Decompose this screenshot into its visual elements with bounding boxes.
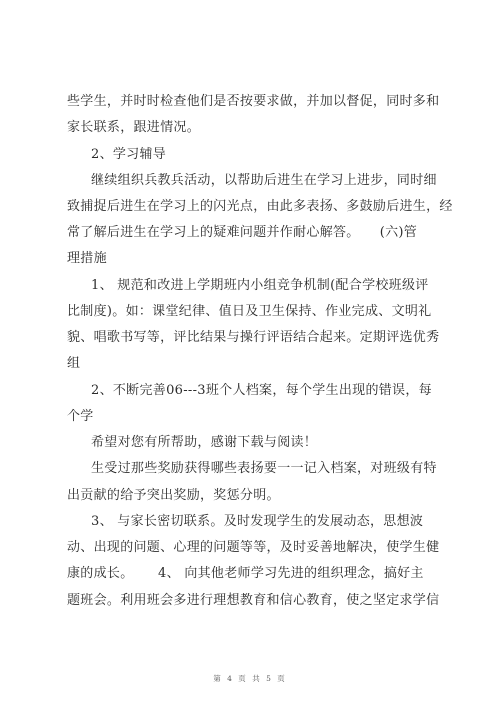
text-line: 理措施 (67, 251, 107, 266)
text-line: 组 (67, 356, 81, 371)
text-line: 希望对您有所帮助，感谢下载与阅读！ (91, 435, 318, 450)
text-line: 题班会。利用班会多进行理想教育和信心教育，使之坚定求学信 (67, 593, 440, 608)
text-line: 家长联系，跟进情况。 (67, 120, 201, 135)
text-line: 比制度)。如：课堂纪律、值日及卫生保持、作业完成、文明礼 (67, 304, 432, 319)
text-line: 生受过那些奖励获得哪些表扬要一一记入档案，对班级有特 (91, 461, 437, 476)
text-line: 1、 规范和改进上学期班内小组竞争机制(配合学校班级评 (91, 278, 429, 293)
text-line: 2、不断完善06---3班个人档案，每个学生出现的错误，每 (91, 383, 432, 398)
text-line: 动、出现的问题、心理的问题等等，及时妥善地解决，使学生健 (67, 540, 440, 555)
text-line: 些学生，并时时检查他们是否按要求做，并加以督促，同时多和 (67, 94, 440, 109)
text-line: 常了解后进生在学习上的疑难问题并作耐心解答。 (六)管 (67, 225, 418, 240)
text-line: 个学 (67, 409, 94, 424)
text-line: 康的成长。 4、 向其他老师学习先进的组织理念，搞好主 (67, 566, 424, 581)
text-line: 貌、唱歌书写等，评比结果与操行评语结合起来。定期评选优秀 (67, 330, 440, 345)
text-line: 继续组织兵教兵活动，以帮助后进生在学习上进步，同时细 (91, 173, 437, 188)
page-footer: 第 4 页 共 5 页 (213, 674, 287, 683)
text-line: 出贡献的给予突出奖励，奖惩分明。 (67, 488, 280, 503)
text-line: 致捕捉后进生在学习上的闪光点，由此多表扬、多鼓励后进生，经 (67, 199, 453, 214)
text-line: 3、 与家长密切联系。及时发现学生的发展动态，思想波 (91, 514, 424, 529)
section-heading: 2、学习辅导 (91, 147, 167, 162)
